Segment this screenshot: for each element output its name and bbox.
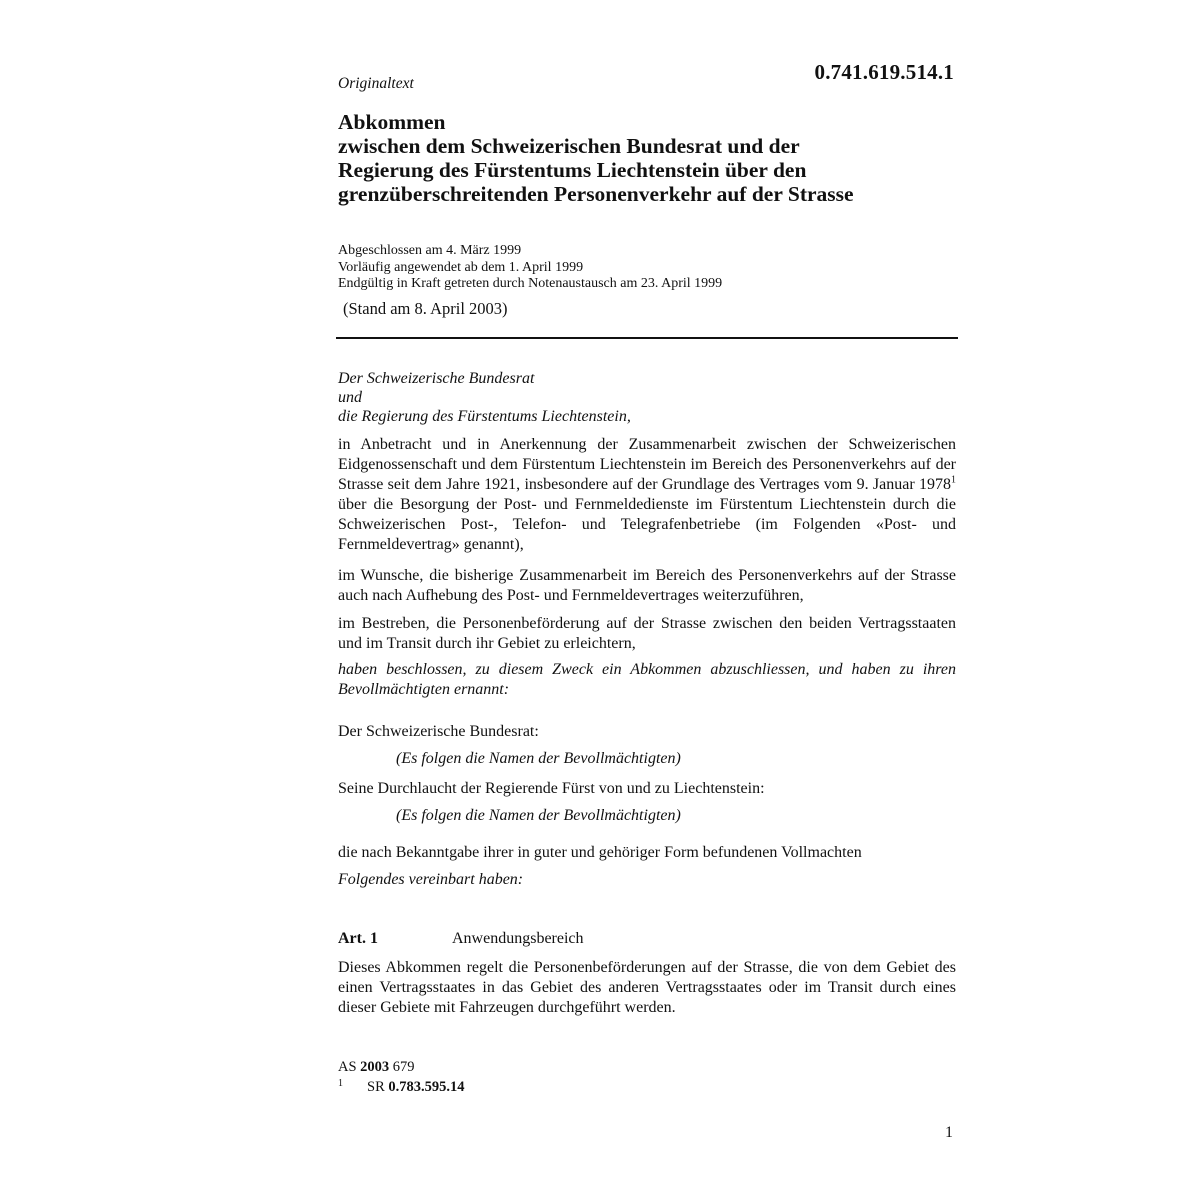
as-prefix: AS — [338, 1059, 361, 1075]
party-line: und — [338, 389, 362, 406]
paragraph-text: über die Besorgung der Post- und Fernmeldedienste im Fürstentum Liechtenstein durch die Schweizerischen Post-, Telefon- und Telegrafenbetriebe (im Folgenden «Post- und Fernmeldevertrag» genannt), — [338, 496, 956, 553]
official-collection-reference — [338, 1059, 415, 1076]
preamble-paragraph-3: im Bestreben, die Personenbeförderung auf der Strasse zwischen den beiden Vertragsstaaten und im Transit durch ihr Gebiet zu erleichtern, — [338, 615, 956, 652]
footnote-prefix: SR — [367, 1079, 389, 1095]
credentials-clause: die nach Bekanntgabe ihrer in guter und gehöriger Form befundenen Vollmachten — [338, 844, 862, 861]
original-text-label: Originaltext — [338, 75, 414, 92]
preamble-resolution: haben beschlossen, zu diesem Zweck ein Abkommen abzuschliessen, und haben zu ihren Bevollmächtigten ernannt: — [338, 661, 956, 698]
article-heading: Anwendungsbereich — [452, 930, 584, 947]
concluded-date: Abgeschlossen am 4. März 1999 — [338, 243, 522, 258]
title-line: grenzüberschreitenden Personenverkehr auf der Strasse — [338, 182, 854, 206]
party-line: Der Schweizerische Bundesrat — [338, 370, 535, 387]
article-text: Dieses Abkommen regelt die Personenbeförderungen auf der Strasse, die von dem Gebiet des einen Vertragsstaates in das Gebiet des anderen Vertragsstaates oder im Transit durch eines dieser Gebiete mit Fahrzeugen durchgeführt werden. — [338, 959, 956, 1016]
liechtenstein-plenipotentiary-names: (Es folgen die Namen der Bevollmächtigten) — [396, 807, 681, 824]
footnote-mark: 1 — [338, 1078, 343, 1089]
footnote-1 — [338, 1079, 465, 1096]
title-line: Regierung des Fürstentums Liechtenstein über den — [338, 158, 807, 182]
page-number: 1 — [945, 1124, 953, 1141]
liechtenstein-plenipotentiary-label: Seine Durchlaucht der Regierende Fürst von und zu Liechtenstein: — [338, 780, 765, 797]
preamble-paragraph-2: im Wunsche, die bisherige Zusammenarbeit im Bereich des Personenverkehrs auf der Strasse auch nach Aufhebung des Post- und Fernmeldevertrages weiterzuführen, — [338, 567, 956, 604]
provisional-date: Vorläufig angewendet ab dem 1. April 1999 — [338, 259, 584, 275]
sr-reference[interactable]: 0.783.595.14 — [388, 1079, 465, 1095]
stand-date: (Stand am 8. April 2003) — [343, 299, 508, 318]
sr-number: 0.741.619.514.1 — [814, 60, 954, 84]
as-year: 2003 — [360, 1059, 390, 1075]
title-line: Abkommen — [338, 110, 446, 134]
swiss-plenipotentiary-label: Der Schweizerische Bundesrat: — [338, 723, 539, 740]
title-line: zwischen dem Schweizerischen Bundesrat und der — [338, 134, 800, 158]
document-metadata — [338, 243, 722, 293]
swiss-plenipotentiary-names: (Es folgen die Namen der Bevollmächtigten) — [396, 750, 681, 767]
preamble-paragraph-1 — [338, 435, 956, 555]
article-number: Art. 1 — [338, 930, 378, 947]
footnote-reference[interactable]: 1 — [951, 474, 956, 486]
document-title — [338, 110, 978, 206]
paragraph-text: in Anbetracht und in Anerkennung der Zusammenarbeit zwischen der Schweizerischen Eidgenossenschaft und dem Fürstentum Liechtenstein im Bereich des Personenverkehrs auf der Strasse seit dem Jahre 1921, insbesondere auf der Grundlage des Vertrages vom 9. Januar 1978 — [338, 436, 956, 493]
as-page: 679 — [389, 1059, 415, 1075]
header-divider — [336, 337, 958, 339]
preamble-parties — [338, 369, 956, 426]
party-line: die Regierung des Fürstentums Liechtenstein, — [338, 408, 631, 425]
agreement-clause: Folgendes vereinbart haben: — [338, 871, 524, 888]
in-force-date: Endgültig in Kraft getreten durch Notenaustausch am 23. April 1999 — [338, 276, 723, 291]
